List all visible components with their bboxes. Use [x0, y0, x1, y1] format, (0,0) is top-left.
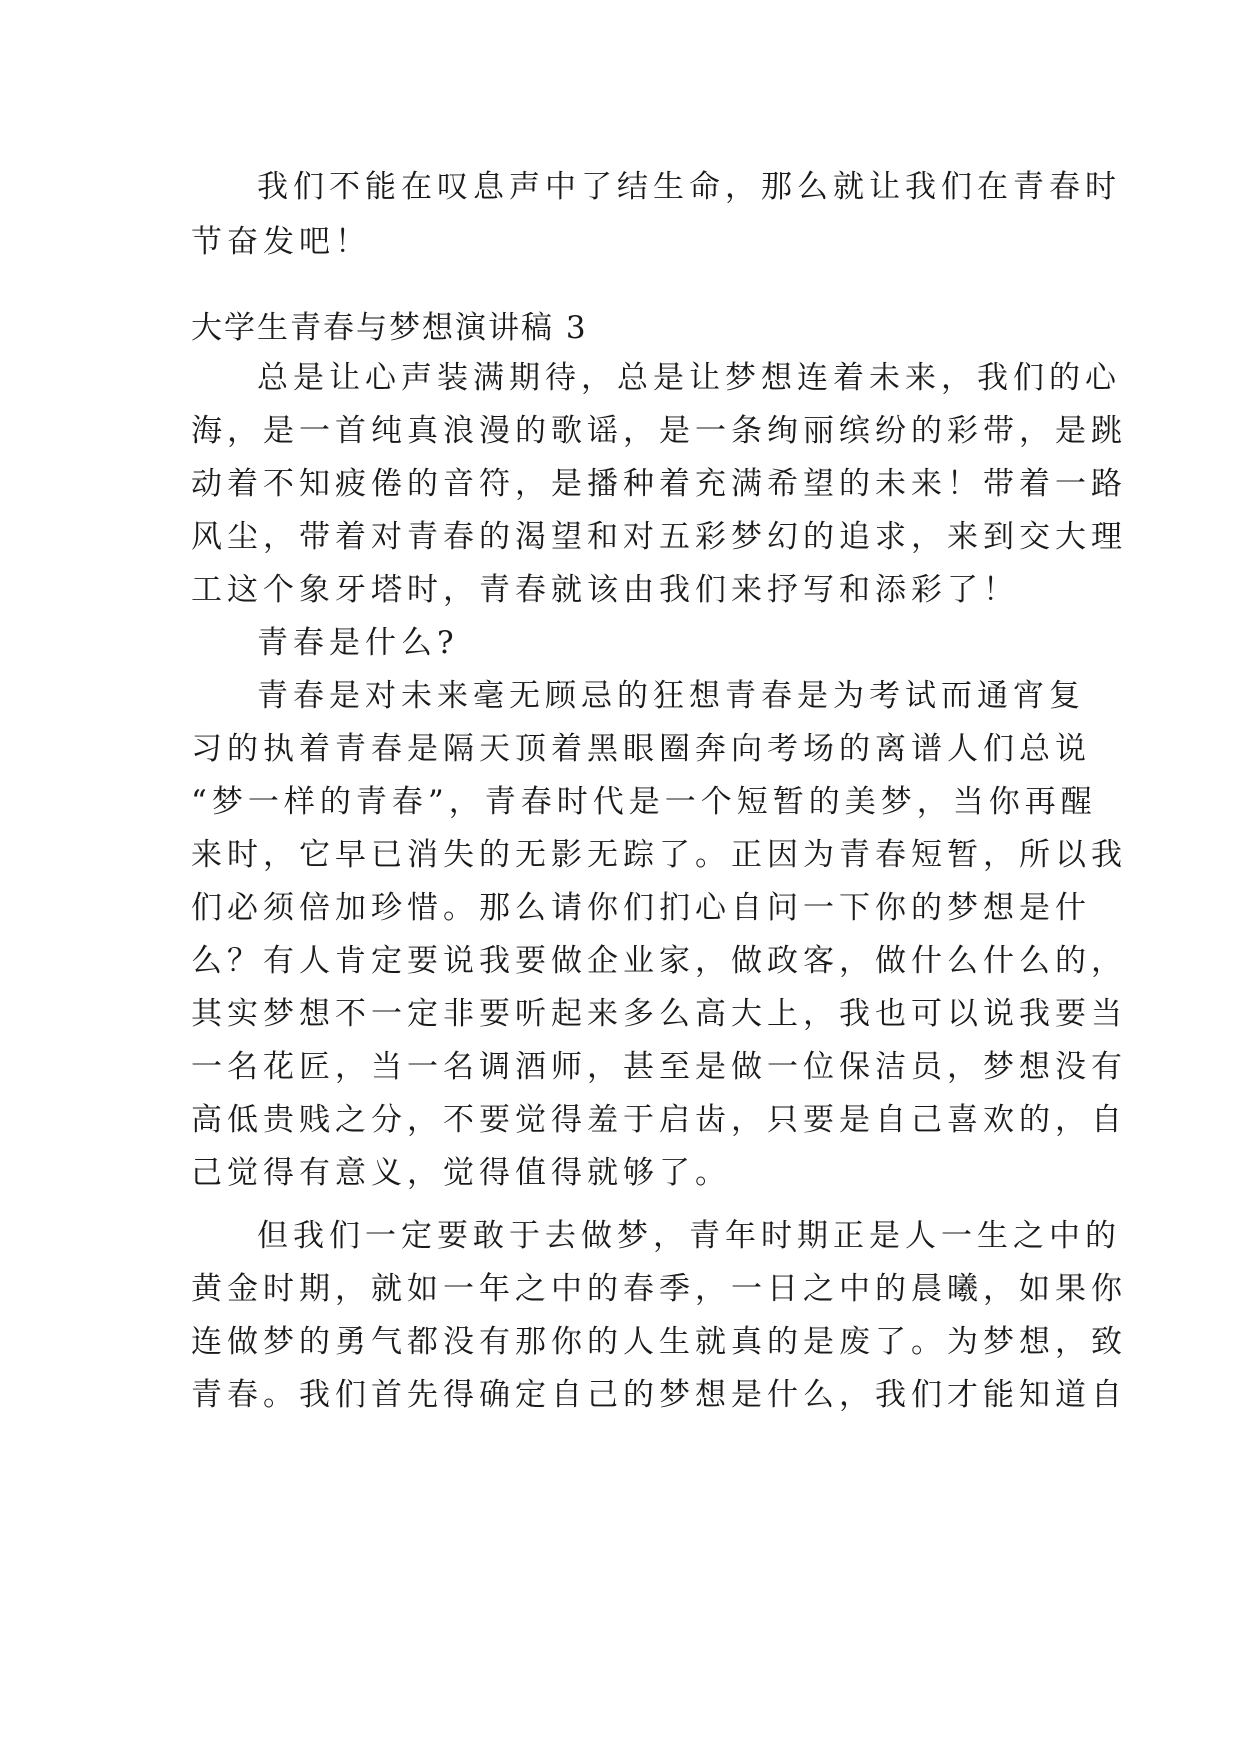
paragraph-line: 总是让心声装满期待，总是让梦想连着未来，我们的心 — [257, 360, 1121, 396]
paragraph-line: 其实梦想不一定非要听起来多么高大上，我也可以说我要当 — [191, 996, 1127, 1032]
paragraph-line: 黄金时期，就如一年之中的春季，一日之中的晨曦，如果你 — [191, 1271, 1127, 1307]
paragraph-line: 但我们一定要敢于去做梦，青年时期正是人一生之中的 — [257, 1218, 1121, 1254]
paragraph-line: 习的执着青春是隔天顶着黑眼圈奔向考场的离谱人们总说 — [191, 731, 1091, 767]
paragraph-line: 工这个象牙塔时，青春就该由我们来抒写和添彩了！ — [191, 572, 1019, 608]
paragraph-line: 么？有人肯定要说我要做企业家，做政客，做什么什么的， — [191, 943, 1127, 979]
paragraph-line: 节奋发吧！ — [191, 224, 371, 260]
paragraph-line: 青春。我们首先得确定自己的梦想是什么，我们才能知道自 — [191, 1377, 1127, 1413]
question-line: 青春是什么? — [257, 625, 459, 661]
paragraph-line: 己觉得有意义，觉得值得就够了。 — [191, 1155, 731, 1191]
paragraph-line: 风尘，带着对青春的渴望和对五彩梦幻的追求，来到交大理 — [191, 519, 1127, 555]
paragraph-line: 海，是一首纯真浪漫的歌谣，是一条绚丽缤纷的彩带，是跳 — [191, 413, 1127, 449]
paragraph-line: 高低贵贱之分，不要觉得羞于启齿，只要是自己喜欢的，自 — [191, 1102, 1127, 1138]
paragraph-line: 一名花匠，当一名调酒师，甚至是做一位保洁员，梦想没有 — [191, 1049, 1127, 1085]
paragraph-line: 青春是对未来毫无顾忌的狂想青春是为考试而通宵复 — [257, 678, 1085, 714]
paragraph-line: “梦一样的青春”，青春时代是一个短暂的美梦，当你再醒 — [191, 784, 1097, 820]
paragraph-line: 我们不能在叹息声中了结生命，那么就让我们在青春时 — [257, 169, 1121, 205]
paragraph-line: 来时，它早已消失的无影无踪了。正因为青春短暂，所以我 — [191, 837, 1127, 873]
section-title: 大学生青春与梦想演讲稿 3 — [191, 310, 588, 346]
paragraph-line: 连做梦的勇气都没有那你的人生就真的是废了。为梦想，致 — [191, 1324, 1127, 1360]
paragraph-line: 们必须倍加珍惜。那么请你们扪心自问一下你的梦想是什 — [191, 890, 1091, 926]
paragraph-line: 动着不知疲倦的音符，是播种着充满希望的未来！带着一路 — [191, 466, 1127, 502]
